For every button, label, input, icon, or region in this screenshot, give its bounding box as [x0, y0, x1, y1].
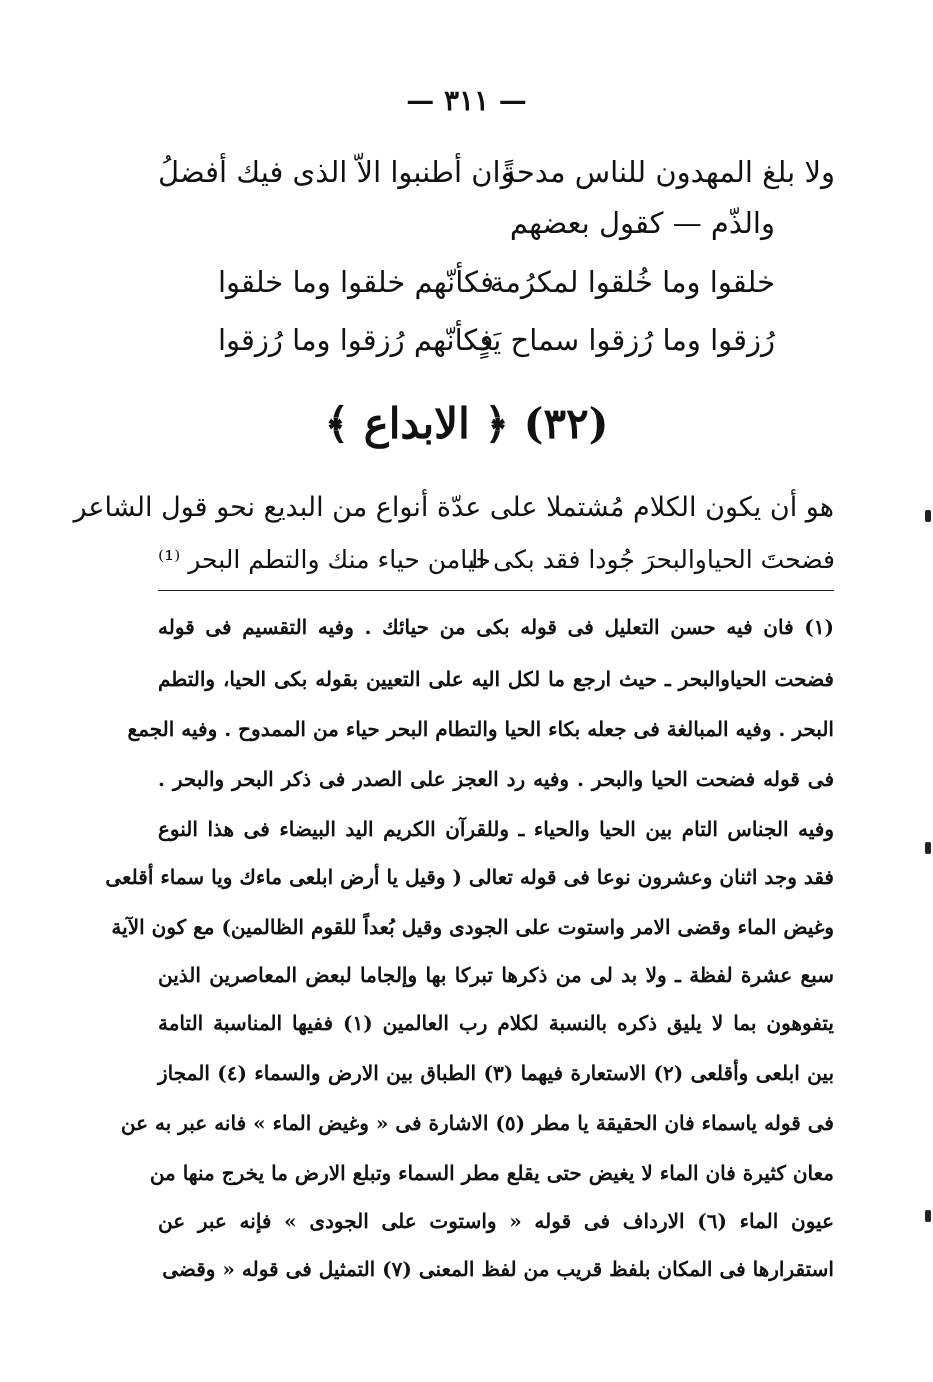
footnote-line: البحر . وفيه المبالغة فى جعله بكاء الحيا والتطام البحر حياء من الممدوح . وفيه الجمع — [127, 717, 834, 741]
footnote-line: بين ابلعى وأقلعى (٢) الاستعارة فيهما (٣) الطباق بين الارض والسماء (٤) المجاز — [158, 1061, 835, 1085]
verse-1-second-hemistich: وان أطنبوا الاّ الذى فيك أفضلُ — [158, 155, 515, 189]
footnote-line: فى قوله فضحت الحيا والبحر . وفيه رد العجز على الصدر فى ذكر البحر والبحر . — [158, 767, 834, 791]
footnote-line: سبع عشرة لفظة ـ ولا بد لى من ذكرها تبركا بها وإلجاما لبعض المعاصرين الذين — [158, 963, 834, 987]
verse-3-second-hemistich: فكأنّهم رُزقوا وما رُزقوا — [218, 323, 494, 357]
intro-line: والذّم — كقول بعضهم — [509, 206, 775, 240]
footnote-line: فى قوله ياسماء فان الحقيقة يا مطر (٥) الاشارة فى « وغيض الماء » فانه عبر به عن — [120, 1111, 834, 1135]
footnote-line: معان كثيرة فان الماء لا يغيض حتى يقلع مطر السماء وتبلع الارض ما يخرج منها من — [149, 1161, 834, 1185]
footnote-line: يتفوهون بما لا يليق ذكره بالنسبة لكلام رب العالمين (١) ففيها المناسبة التامة — [158, 1011, 834, 1035]
footnote-line: عيون الماء (٦) الارداف فى قوله « واستوت على الجودى » فإنه عبر عن — [158, 1209, 835, 1233]
verse-3-first-hemistich: رُزقوا وما رُزقوا سماح يَدٍ — [478, 323, 775, 357]
footnote-line: استقرارها فى المكان بلفظ قريب من لفظ المعنى (٧) التمثيل فى قوله « وقضى — [162, 1257, 834, 1281]
footnote-line: (١) فان فيه حسن التعليل فى قوله بكى من حيائك . وفيه التقسيم فى قوله — [158, 615, 834, 639]
footnote-line: وغيض الماء وقضى الامر واستوت على الجودى وقيل بُعداً للقوم الظالمين) مع كون الآية — [111, 915, 834, 939]
verse-4-first-hemistich: فضحتَ الحياوالبحرَ جُودا فقد بكى الـ — [463, 545, 835, 574]
page-number: — ٣١١ — — [406, 84, 527, 117]
footnote-line: فقد وجد اثنان وعشرون نوعا فى قوله تعالى ( وقيل يا أرض ابلعى ماءك ويا سماء أقلعى — [105, 865, 834, 889]
verse-4-second-hemistich: حيامن حياء منك والتطم البحر ⁽¹⁾ — [158, 545, 491, 574]
verse-2-first-hemistich: خلقوا وما خُلقوا لمكرُمة — [489, 265, 775, 299]
verse-1-first-hemistich: ولا بلغ المهدون للناس مدحةً — [501, 155, 835, 189]
footnote-line: وفيه الجناس التام بين الحيا والحياء ـ وللقرآن الكريم اليد البيضاء فى هذا النوع — [158, 817, 834, 841]
body-line: هو أن يكون الكلام مُشتملا على عدّة أنواع من البديع نحو قول الشاعر — [73, 492, 834, 523]
footnote-separator — [158, 590, 834, 591]
section-heading: (٣٢) ﴿ الابداع ﴾ — [324, 399, 609, 448]
scan-edge-mark — [925, 842, 931, 854]
verse-2-second-hemistich: فكأنّهم خلقوا وما خلقوا — [218, 265, 494, 299]
scan-edge-mark — [925, 510, 931, 522]
scan-edge-mark — [925, 1210, 931, 1222]
footnote-line: فضحت الحياوالبحر ـ حيث ارجع ما لكل اليه على التعيين بقوله بكى الحيا، والتطم — [158, 667, 834, 691]
